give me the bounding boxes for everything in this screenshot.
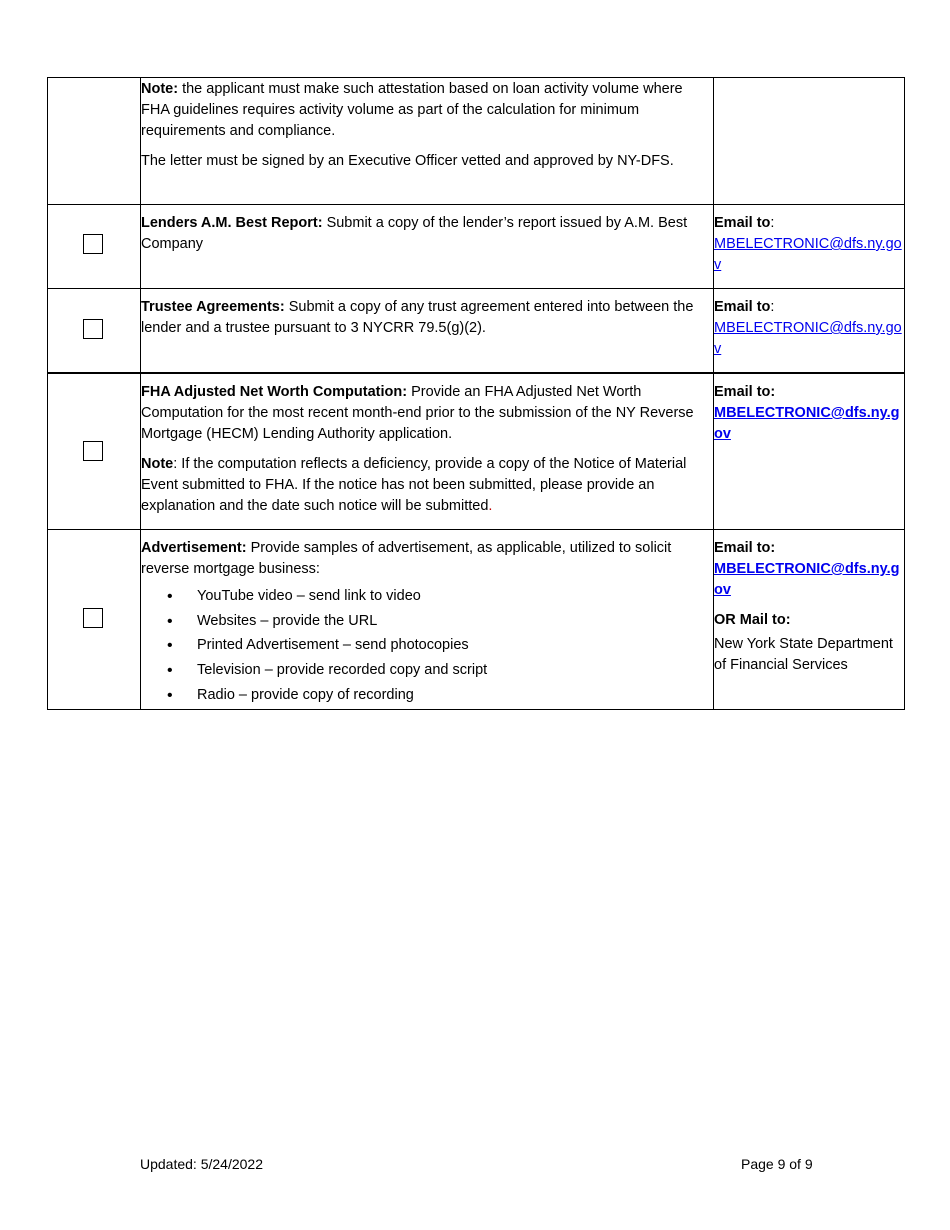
requirement-text: Provide an FHA Adjusted Net Worth Computation for the most recent month-end prior to the submission of the NY Reverse Mortgage (HECM) Lending Authority application. [141, 384, 694, 442]
requirement-description [141, 78, 714, 205]
email-link[interactable]: MBELECTRONIC@dfs.ny.gov [714, 561, 900, 598]
am-best-report-checkbox[interactable] [83, 234, 103, 254]
table-row [48, 530, 905, 710]
checkbox-cell [48, 373, 141, 530]
fha-net-worth-checkbox[interactable] [83, 441, 103, 461]
email-label-colon: : [770, 215, 775, 231]
updated-date: Updated: 5/24/2022 [140, 1156, 263, 1172]
requirement-description [141, 373, 714, 530]
email-label: Email to [714, 215, 771, 231]
requirement-description [141, 205, 714, 289]
requirement-description [141, 530, 714, 710]
requirement-title: Lenders A.M. Best Report: [141, 215, 323, 231]
checkbox-cell [48, 205, 141, 289]
requirement-title: FHA Adjusted Net Worth Computation: [141, 384, 408, 400]
table-row [48, 78, 905, 205]
submission-method-cell [714, 205, 905, 289]
advertisement-checkbox[interactable] [83, 608, 103, 628]
checkbox-cell-empty [48, 78, 141, 205]
signature-requirement-text: The letter must be signed by an Executive Officer vetted and approved by NY-DFS. [141, 153, 674, 169]
mail-label: OR Mail to: [714, 612, 791, 628]
requirement-title: Trustee Agreements: [141, 299, 285, 315]
email-label: Email to: [714, 540, 776, 556]
page-number: Page 9 of 9 [741, 1156, 813, 1172]
submission-method-cell [714, 78, 905, 205]
requirements-checklist-table [47, 77, 905, 710]
email-label: Email to [714, 299, 771, 315]
list-item: • YouTube video – send link to video [141, 586, 713, 611]
mail-address: New York State Department of Financial Services [714, 636, 893, 673]
submission-method-cell [714, 530, 905, 710]
submission-method-cell [714, 373, 905, 530]
note-text: the applicant must make such attestation based on loan activity volume where FHA guidelines requires activity volume as part of the calculation for minimum requirements and compliance. [141, 81, 683, 139]
checkbox-cell [48, 530, 141, 710]
requirement-text: Provide samples of advertisement, as applicable, utilized to solicit reverse mortgage business: [141, 540, 672, 577]
checkbox-cell [48, 289, 141, 374]
list-item: • Radio – provide copy of recording [141, 685, 713, 710]
email-label: Email to: [714, 384, 776, 400]
note-text: : If the computation reflects a deficiency, provide a copy of the Notice of Material Event submitted to FHA. If the notice has not been submitted, please provide an explanation and the date such notice will be submitted [141, 456, 687, 514]
requirement-text: Submit a copy of any trust agreement entered into between the lender and a trustee pursuant to 3 NYCRR 79.5(g)(2). [141, 299, 694, 336]
email-link[interactable]: MBELECTRONIC@dfs.ny.gov [714, 405, 900, 442]
table-row [48, 205, 905, 289]
requirement-title: Advertisement: [141, 540, 247, 556]
note-label: Note: [141, 81, 179, 97]
submission-method-cell [714, 289, 905, 374]
email-link[interactable]: MBELECTRONIC@dfs.ny.gov [714, 320, 902, 357]
table-row [48, 289, 905, 374]
list-item: • Television – provide recorded copy and script [141, 660, 713, 685]
trustee-agreements-checkbox[interactable] [83, 319, 103, 339]
email-link[interactable]: MBELECTRONIC@dfs.ny.gov [714, 236, 902, 273]
note-end-period: . [488, 498, 493, 514]
advertisement-types-list [141, 586, 713, 709]
list-item: • Printed Advertisement – send photocopies [141, 635, 713, 660]
requirement-text: Submit a copy of the lender’s report issued by A.M. Best Company [141, 215, 688, 252]
requirement-description [141, 289, 714, 374]
list-item: • Websites – provide the URL [141, 611, 713, 636]
email-label-colon: : [770, 299, 775, 315]
note-label: Note [141, 456, 174, 472]
table-row [48, 373, 905, 530]
